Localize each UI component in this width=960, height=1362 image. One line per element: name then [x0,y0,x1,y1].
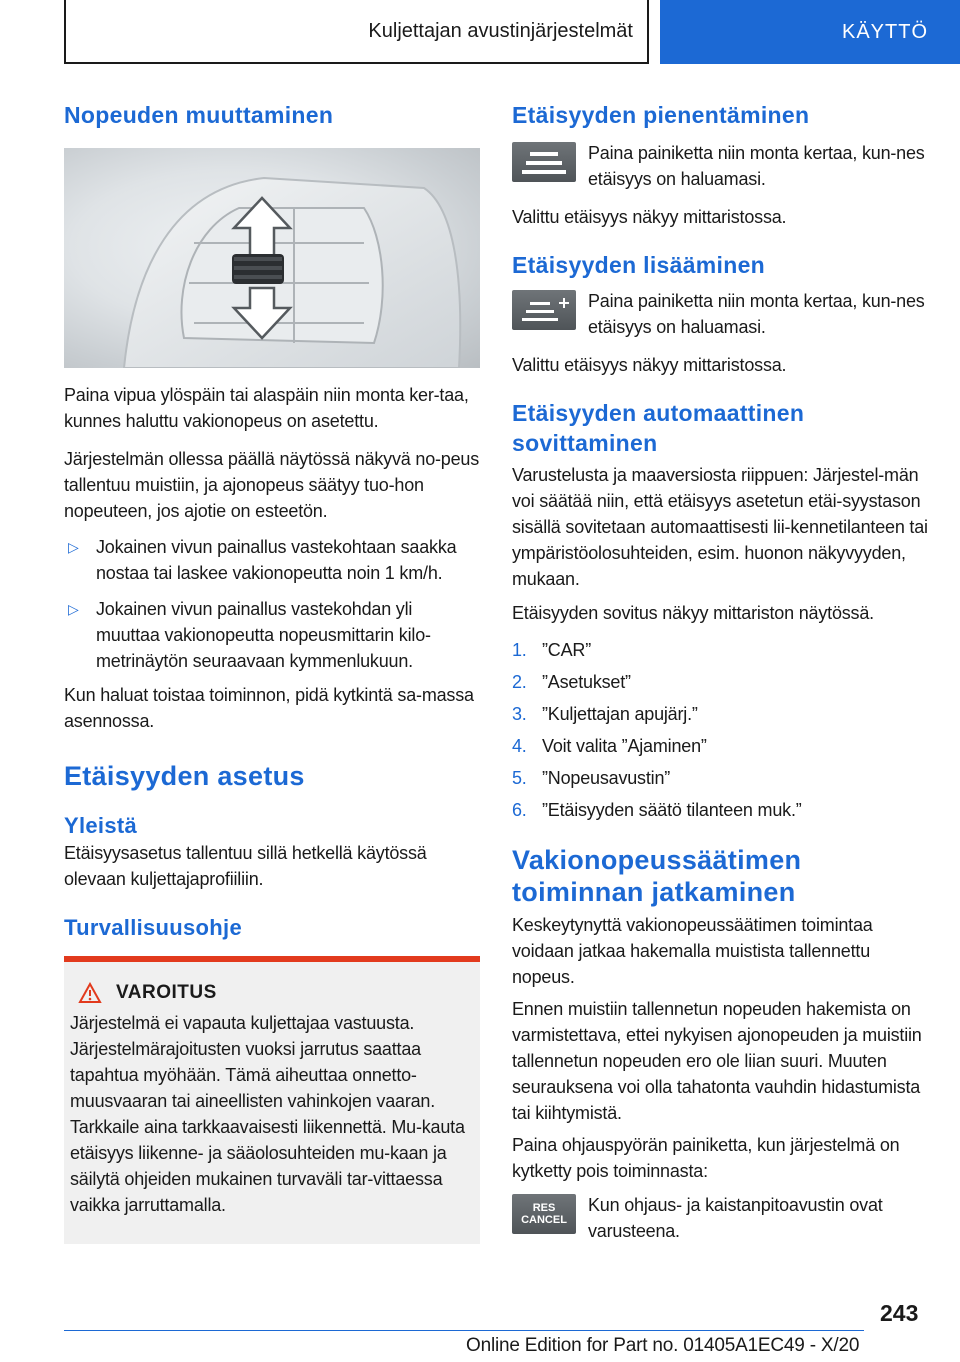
heading-speed-change: Nopeuden muuttaminen [64,102,334,128]
paragraph-general: Etäisyysasetus tallentuu sillä hetkellä käytössä olevaan kuljettajaprofiiliin. [64,843,427,889]
list-item: 2. ”Asetukset” [512,672,631,692]
steering-lever-illustration [64,148,480,368]
list-item: 6. ”Etäisyyden säätö tilanteen muk.” [512,800,802,820]
distance-decrease-button-icon [512,142,576,182]
list-item: 1. ”CAR” [512,640,591,660]
warning-triangle-icon [78,982,102,1004]
settings-steps-list [512,634,928,826]
paragraph-speed-1: Paina vipua ylöspäin tai alaspäin niin monta ker-taa, kunnes haluttu vakionopeus on asetettu. [64,385,469,431]
paragraph-increase-shown: Valittu etäisyys näkyy mittaristossa. [512,355,787,375]
triangle-bullet-icon: ▷ [68,539,79,555]
paragraph-resume-3: Paina ohjauspyörän painiketta, kun järjestelmä on kytketty pois toiminnasta: [512,1135,900,1181]
paragraph-auto-shown: Etäisyyden sovitus näkyy mittariston näytössä. [512,603,874,623]
paragraph-decrease-shown: Valittu etäisyys näkyy mittaristossa. [512,207,787,227]
heading-distance-decrease: Etäisyyden pienentäminen [512,102,810,128]
heading-distance-increase: Etäisyyden lisääminen [512,252,766,278]
paragraph-resume-4: Kun ohjaus- ja kaistanpitoavustin ovat varusteena. [588,1195,883,1241]
edition-note: Online Edition for Part no. 01405A1EC49 - X/20 [466,1335,860,1356]
warning-title [78,982,466,1004]
speed-bullet-list [64,534,480,674]
list-item: ▷ Jokainen vivun painallus vastekohdan yli muuttaa vakionopeutta nopeusmittarin kilo-metrinäytön seuraavaan kymmenlukuun. [64,596,480,674]
paragraph-increase: Paina painiketta niin monta kertaa, kun-nes etäisyys on haluamasi. [588,291,925,337]
right-column [512,100,928,1244]
page-number: 243 [880,1300,919,1326]
steering-wheel-photo [64,148,480,368]
header-section-title: Kuljettajan avustinjärjestelmät [368,19,633,42]
heading-safety: Turvallisuusohje [64,915,242,940]
res-cancel-button-icon: RES CANCEL [512,1194,576,1234]
heading-general: Yleistä [64,813,138,838]
paragraph-resume-1: Keskeytynyttä vakionopeussäätimen toimintaa voidaan jatkaa hakemalla muistista tallennettu nopeus. [512,915,873,987]
heading-resume: Vakionopeussäätimen toiminnan jatkaminen [512,845,802,907]
warning-text: Järjestelmä ei vapauta kuljettajaa vastuusta. Järjestelmärajoitusten vuoksi jarrutus saattaa tapahtua myöhään. Tämä aiheuttaa onnetto-muusvaaran tai aineellisten vahinkojen vaaran. Tarkkaile aina tarkkaavaisesti liikennettä. Mu-kauta etäisyys liikenne- ja sääolosuhteiden mu-kaan ja säilytä ohjeiden mukainen turvaväli tar-vittaessa vaikka jarruttamalla. [70,1013,465,1215]
header-chapter-label: KÄYTTÖ [841,20,928,43]
paragraph-resume-2: Ennen muistiin tallennetun nopeuden hakemista on varmistettava, ettei nykyisen ajonopeuden ja muistiin tallennetun nopeuden ero ole liian suuri. Muuten seurauksena voi olla tahatonta vauhdin hidastumista tai kiihtymistä. [512,999,922,1123]
list-item: 5. ”Nopeusavustin” [512,768,671,788]
paragraph-speed-2: Järjestelmän ollessa päällä näytössä näkyvä no-peus tallentuu muistiin, ja ajonopeus säätyy tuo-hon nopeuteen, jos ajotie on esteetön. [64,449,480,521]
paragraph-repeat: Kun haluat toistaa toiminnon, pidä kytkintä sa-massa asennossa. [64,685,474,731]
list-item: 4. Voit valita ”Ajaminen” [512,736,707,756]
decrease-instruction [512,140,928,192]
triangle-bullet-icon: ▷ [68,601,79,617]
header-chapter-tab [660,0,960,64]
increase-instruction [512,288,928,340]
list-item: 3. ”Kuljettajan apujärj.” [512,704,698,724]
footer-divider [64,1330,864,1331]
header-section-title-box [64,0,649,64]
paragraph-decrease: Paina painiketta niin monta kertaa, kun-nes etäisyys on haluamasi. [588,143,925,189]
heading-distance-setting: Etäisyyden asetus [64,761,305,791]
warning-label: VAROITUS [116,982,217,1003]
heading-distance-auto: Etäisyyden automaattinen sovittaminen [512,400,805,456]
left-column [64,100,480,1244]
resume-instruction [512,1192,928,1244]
list-item: ▷ Jokainen vivun painallus vastekohtaan saakka nostaa tai laskee vakionopeutta noin 1 km/h. [64,534,480,586]
distance-increase-button-icon [512,290,576,330]
paragraph-auto: Varustelusta ja maaversiosta riippuen: Järjestel-män voi säätää niin, että etäisyys asetetun etäi-syystason sisällä sovitetaan automaattisesti lii-kennetilanteen tai ympäristöolosuhteiden, esim. huonon näkyvyyden, mukaan. [512,465,928,589]
warning-box [64,962,480,1244]
